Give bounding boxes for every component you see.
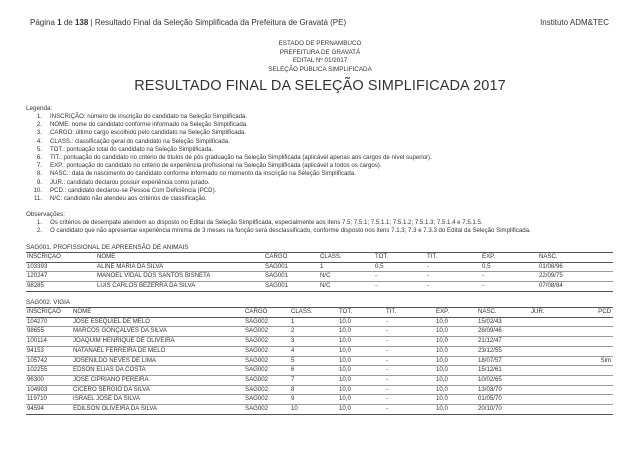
legend-item-number: 3. <box>36 129 42 137</box>
table-cell: 2 <box>291 327 295 335</box>
table-cell <box>530 405 576 415</box>
agency-line: SELEÇÃO PÚBLICA SIMPLIFICADA <box>268 65 372 73</box>
table-cell: 10,0 <box>436 385 448 393</box>
table-cell: JOSÉ ESEQUIEL DE MELO <box>73 317 150 325</box>
table-row <box>26 385 613 395</box>
column-header: TOT. <box>339 308 353 315</box>
table-cell: 9 <box>291 395 295 403</box>
legend-item-number: 11. <box>33 195 42 203</box>
table-cell: - <box>386 405 389 413</box>
table-cell <box>530 356 576 366</box>
table-cell: - <box>386 385 389 393</box>
legend-item <box>26 187 432 195</box>
table-cell: ALINE MARIA DA SILVA <box>97 262 164 270</box>
table-cell: 15/02/43 <box>478 317 502 325</box>
table-cell: 1 <box>320 262 324 270</box>
table-row <box>26 317 613 327</box>
table-cell: MANOEL VIDAL DOS SANTOS BISNETA <box>97 272 211 280</box>
table-cell: MARCOS GONÇALVES DA SILVA <box>73 327 167 335</box>
table-row <box>26 366 613 376</box>
column-header: TIT. <box>386 308 397 315</box>
legend-item <box>26 179 432 187</box>
legend-item-number: 2. <box>36 121 42 129</box>
table-cell: 0,5 <box>375 262 384 270</box>
table-cell: 10,0 <box>339 356 351 364</box>
table-cell <box>530 366 576 376</box>
table-cell <box>530 385 576 395</box>
table-cell: 10,0 <box>436 375 448 383</box>
table-cell: JOSENILDO NEVES DE LIMA <box>73 356 156 364</box>
column-header: CARGO <box>265 253 288 260</box>
viewer-header <box>0 0 640 30</box>
agency-line: ESTADO DE PERNAMBUCO <box>278 40 362 47</box>
column-header: INSCRIÇÃO <box>27 253 61 260</box>
table-cell <box>576 385 613 395</box>
table-cell: 20/10/70 <box>478 405 502 413</box>
legend-item-number: 8. <box>36 170 42 178</box>
table-cell: 15/12/61 <box>478 366 502 374</box>
table-cell: SAG002 <box>245 395 269 403</box>
table-cell: SAG002 <box>245 317 269 325</box>
table-cell <box>530 327 576 337</box>
observations-list <box>26 219 531 235</box>
table-cell: 104270 <box>27 317 48 325</box>
table-cell: SAG002 <box>245 356 269 364</box>
table-cell: 10,0 <box>339 346 351 354</box>
table-cell <box>576 317 613 327</box>
table-cell <box>576 375 613 385</box>
legend-item-number: 6. <box>36 154 42 162</box>
table-cell: 103393 <box>27 262 48 270</box>
table-cell: 10,0 <box>339 317 351 325</box>
table-row <box>26 356 613 366</box>
table-cell: 10,0 <box>436 317 448 325</box>
page-indicator <box>30 18 346 27</box>
table-cell: JOSÉ CIPRIANO PEREIRA <box>73 375 149 383</box>
table-cell: LUIS CARLOS BEZERRA DA SILVA <box>97 282 196 290</box>
table-cell: 120247 <box>27 272 48 280</box>
legend-item-text: CLASS.: classificação geral do candidato na Seleção Simplificada. <box>50 137 230 145</box>
table-cell <box>576 395 613 405</box>
publisher-name: Instituto ADM&TEC <box>540 18 609 27</box>
table-cell <box>530 346 576 356</box>
table-cell <box>530 337 576 347</box>
table-cell: - <box>386 346 389 354</box>
legend-item <box>26 146 432 154</box>
legend-item-number: 5. <box>36 145 42 153</box>
table-cell: 07/08/84 <box>539 282 563 290</box>
column-header: INSCRIÇÃO <box>27 308 61 315</box>
observation-item <box>26 227 531 235</box>
legend-item <box>26 195 432 203</box>
table-cell: EDSON ELIAS DA COSTA <box>73 366 146 374</box>
table-cell: - <box>386 375 389 383</box>
table-cell <box>576 346 613 356</box>
table-cell <box>530 395 576 405</box>
table-cell: SAG002 <box>245 375 269 383</box>
table-cell: SAG001 <box>265 282 289 290</box>
table-sag002 <box>26 298 613 415</box>
table-caption: SAG002. VIGIA <box>26 299 71 306</box>
agency-line: EDITAL Nº 01/2017 <box>292 57 348 65</box>
observation-item-number: 1. <box>36 219 42 226</box>
table-cell: 10,0 <box>339 405 351 413</box>
table-cell: SAG001 <box>265 262 289 270</box>
table-cell: 22/09/75 <box>539 272 563 280</box>
legend-item <box>26 154 432 162</box>
table-row <box>26 395 613 405</box>
observation-item-text: Os critérios de desempate atendem ao disposto no Edital da Seleção Simplificada, especialmente aos itens 7.5; 7.5.1; 7.5.1.1; 7.5.1.2; 7.5.1.3; 7.5.1.4 e 7.5.1.5. <box>50 219 483 226</box>
table-cell: SAG002 <box>245 405 269 413</box>
table-cell: 28/09/46 <box>478 327 502 335</box>
table-cell: 10 <box>291 405 298 413</box>
table-caption: SAG001. PROFISSIONAL DE APREENSÃO DE ANIMAIS <box>26 244 189 251</box>
observation-item <box>26 219 531 227</box>
legend-item-text: NASC.: data de nascimento do candidato conforme informado no momento da inscrição na Seleção Simplificada. <box>50 170 356 178</box>
table-cell: 119710 <box>27 395 47 403</box>
table-cell: 10,0 <box>436 337 448 345</box>
table-cell: SAG002 <box>245 327 269 335</box>
table-row <box>26 337 613 347</box>
table-cell: 10,0 <box>436 405 448 413</box>
table-cell: 01/08/96 <box>539 262 563 270</box>
column-header: NOME <box>73 308 92 315</box>
table-cell: 10,0 <box>339 395 351 403</box>
table-cell <box>576 405 613 415</box>
column-header: CLASS. <box>291 308 313 315</box>
legend-item <box>26 113 432 121</box>
table-cell: - <box>386 317 389 325</box>
table-cell: 21/12/47 <box>478 337 502 345</box>
table-cell: SAG001 <box>265 272 289 280</box>
table-cell: 94594 <box>27 405 44 413</box>
table-cell: 3 <box>291 337 295 345</box>
table-row <box>26 282 613 292</box>
column-header: TOT. <box>375 253 389 260</box>
table-cell: 0,5 <box>482 262 491 270</box>
table-cell: 10,0 <box>436 395 448 403</box>
table-cell: 102255 <box>27 366 48 374</box>
legend-item-number: 4. <box>36 137 42 145</box>
legend-list <box>26 113 432 203</box>
table-row <box>26 405 613 415</box>
column-header: EXP. <box>482 253 496 260</box>
table-row <box>26 262 613 272</box>
table-cell: NATANAEL FERREIRA DE MELO <box>73 346 166 354</box>
table-cell: 23/12/55 <box>478 346 502 354</box>
page-prefix: Página <box>30 18 55 27</box>
legend-item <box>26 138 432 146</box>
table-cell: 8 <box>291 385 295 393</box>
table-sag001 <box>26 243 613 292</box>
table-cell <box>530 375 576 385</box>
legend-item-text: TIT.: pontuação do candidato no critério de títulos de pós graduação na Seleção Simplificada (aplicável apenas aos cargos de nível superior). <box>50 154 432 162</box>
table-cell: 100114 <box>27 337 47 345</box>
table-row <box>26 375 613 385</box>
table-cell: - <box>386 356 389 364</box>
document-title: | Resultado Final da Seleção Simplificada da Prefeitura de Gravatá (PE) <box>90 18 347 27</box>
table-cell: 13/03/70 <box>478 385 502 393</box>
table-cell: 7 <box>291 375 295 383</box>
table-cell: ISRAEL JOSÉ DA SILVA <box>73 395 140 403</box>
table-cell: JOAQUIM HENRIQUE DE OLIVEIRA <box>73 337 175 345</box>
table-header-row <box>26 253 613 263</box>
table-cell: N/C <box>320 272 331 280</box>
legend-item <box>26 170 432 178</box>
legend-item-number: 7. <box>36 162 42 170</box>
column-header: NOME <box>97 253 116 260</box>
table-header-row <box>26 308 613 318</box>
page-total: 138 <box>74 18 89 27</box>
table-cell: 1 <box>291 317 295 325</box>
observations-label: Observações: <box>26 211 65 218</box>
document-main-title: RESULTADO FINAL DA SELEÇÃO SIMPLIFICADA 2017 <box>134 78 506 94</box>
legend-label: Legenda: <box>26 105 53 112</box>
table-cell: 10,0 <box>339 337 351 345</box>
table-row <box>26 272 613 282</box>
legend-item-text: CARGO: último cargo escolhido pelo candidato na Seleção Simplificada. <box>50 129 247 137</box>
table-cell: 94153 <box>27 346 44 354</box>
legend-item-text: TOT.: pontuação total do candidato na Seleção Simplificada. <box>50 145 214 153</box>
column-header: EXP. <box>436 308 450 315</box>
table-cell: N/C <box>320 282 331 290</box>
column-header: PCD <box>598 308 611 315</box>
table-cell: - <box>386 327 389 335</box>
table-cell: SAG002 <box>245 337 269 345</box>
legend-item-number: 1. <box>36 113 42 120</box>
column-header: NASC. <box>539 253 558 260</box>
table-cell: - <box>375 272 378 280</box>
column-header: CLASS. <box>320 253 342 260</box>
table-cell: 105742 <box>27 356 48 364</box>
legend-item-text: JUR.: candidato declarou possuir experiência como jurado. <box>50 178 210 186</box>
table-cell: 104903 <box>27 385 48 393</box>
agency-line: PREFEITURA DE GRAVATÁ <box>279 48 361 56</box>
table-cell: Sim <box>600 356 611 364</box>
table-cell: 6 <box>291 366 295 374</box>
table-cell: 98285 <box>27 282 44 290</box>
results-table <box>26 307 613 415</box>
table-cell: 10,0 <box>339 366 351 374</box>
table-cell: EDILSON OLIVEIRA DA SILVA <box>73 405 158 413</box>
table-cell: 10,0 <box>436 327 448 335</box>
table-cell: SAG002 <box>245 346 269 354</box>
table-row <box>26 327 613 337</box>
observation-item-number: 2. <box>36 227 42 235</box>
table-cell: CICERO SERGIO DA SILVA <box>73 385 150 393</box>
table-cell: 10,0 <box>436 356 448 364</box>
table-cell <box>576 366 613 376</box>
table-cell: - <box>375 282 378 290</box>
table-cell: 01/05/70 <box>478 395 502 403</box>
table-cell: 10,0 <box>436 366 448 374</box>
table-cell: 18/07/57 <box>478 356 502 364</box>
table-cell: 96300 <box>27 375 44 383</box>
agency-header <box>0 40 640 74</box>
column-header: JUR. <box>531 308 545 315</box>
table-cell: - <box>482 282 485 290</box>
legend-item-text: NOME: nome do candidato conforme informado na Seleção Simplificada. <box>50 121 248 129</box>
legend-item <box>26 162 432 170</box>
table-cell <box>576 327 613 337</box>
legend-item-text: PCD.: candidato declarou-se Pessoa Com Deficiência (PCD). <box>50 186 217 194</box>
table-cell: 10,0 <box>339 375 351 383</box>
table-cell: - <box>386 366 389 374</box>
legend-item-number: 9. <box>36 178 42 186</box>
table-cell: 98655 <box>27 327 44 335</box>
legend-item <box>26 129 432 137</box>
legend-item-text: INSCRIÇÃO: número de inscrição do candidato na Seleção Simplificada. <box>50 113 248 120</box>
page-current: 1 <box>57 18 62 27</box>
legend-item-text: N/C: candidato não atendeu aos critérios de classificação. <box>50 195 207 203</box>
legend-item <box>26 121 432 129</box>
table-cell: - <box>386 395 389 403</box>
table-cell: - <box>386 337 389 345</box>
legend-item-number: 10. <box>33 186 42 194</box>
table-row <box>26 346 613 356</box>
table-cell: 10,0 <box>436 346 448 354</box>
column-header: NASC. <box>478 308 497 315</box>
table-cell: SAG002 <box>245 385 269 393</box>
table-cell: - <box>427 272 430 280</box>
table-cell: 10/02/65 <box>478 375 502 383</box>
results-table <box>26 252 613 292</box>
column-header: TIT. <box>427 253 438 260</box>
table-cell <box>530 317 576 327</box>
table-cell <box>576 337 613 347</box>
table-cell: 10,0 <box>339 385 351 393</box>
table-cell: - <box>427 262 430 270</box>
table-cell: 5 <box>291 356 295 364</box>
column-header: CARGO <box>245 308 268 315</box>
legend-item-text: EXP.: pontuação do candidato no critério de experiência profissional na Seleção Simplificada (aplicável a todos os cargos). <box>50 162 382 170</box>
table-cell: - <box>427 282 430 290</box>
page-sep: de <box>63 18 73 27</box>
table-cell: SAG002 <box>245 366 269 374</box>
table-cell: - <box>482 272 485 280</box>
table-cell: 10,0 <box>339 327 351 335</box>
observation-item-text: O candidato que não apresentar experiência mínima de 3 meses na função será desclassificado, conforme disposto nos itens 7.1.3; 7.3 e 7.3.3 do Edital da Seleção Simplificada. <box>50 227 531 235</box>
table-cell: 4 <box>291 346 295 354</box>
